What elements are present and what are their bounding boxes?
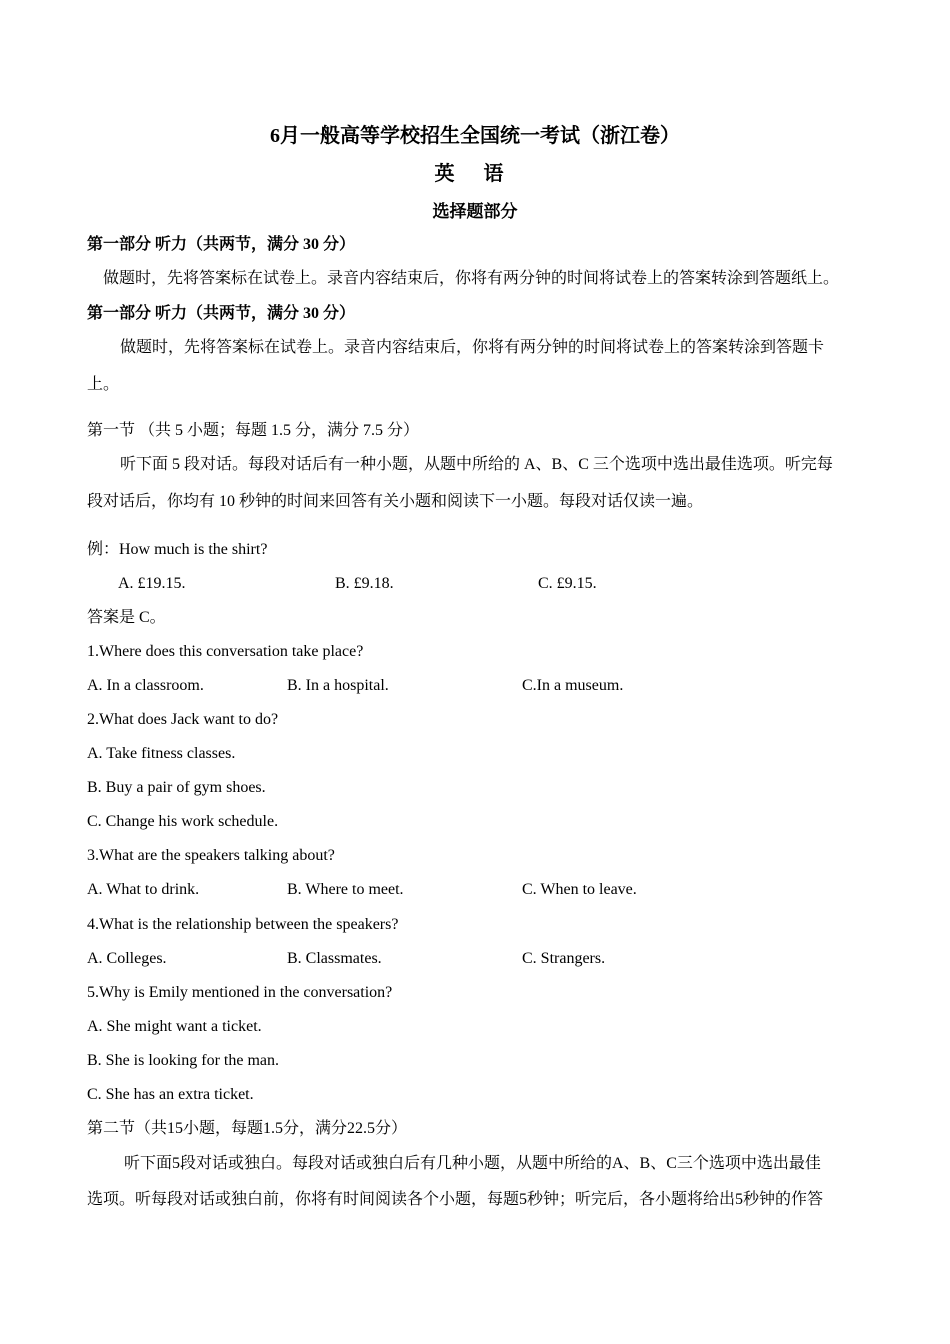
- exam-title: 6月一般高等学校招生全国统一考试（浙江卷）: [270, 125, 680, 147]
- question-5-option-c: C. She has an extra ticket.: [87, 1086, 254, 1103]
- question-4-option-a: A. Colleges.: [87, 950, 167, 967]
- question-5: 5.Why is Emily mentioned in the conversation?: [87, 984, 393, 1001]
- part1-instruction-repeat-line2: 上。: [87, 376, 120, 393]
- part1-heading: 第一部分 听力（共两节，满分 30 分）: [87, 236, 356, 253]
- subject-title: 英 语: [434, 163, 516, 185]
- example-answer: 答案是 C。: [87, 609, 166, 626]
- question-5-option-a: A. She might want a ticket.: [87, 1018, 262, 1035]
- section2-instruction-line1: 听下面5段对话或独白。每段对话或独白后有几种小题，从题中所给的A、B、C三个选项中选出最佳: [124, 1155, 821, 1172]
- section1-instruction-line2: 段对话后，你均有 10 秒钟的时间来回答有关小题和阅读下一小题。每段对话仅读一遍。: [87, 493, 704, 510]
- question-4-option-c: C. Strangers.: [522, 950, 606, 967]
- section1-instruction-line1: 听下面 5 段对话。每段对话后有一种小题，从题中所给的 A、B、C 三个选项中选出最佳选项。听完每: [120, 456, 833, 473]
- question-3-option-a: A. What to drink.: [87, 881, 200, 898]
- part1-instruction-repeat-line1: 做题时，先将答案标在试卷上。录音内容结束后，你将有两分钟的时间将试卷上的答案转涂到答题卡: [120, 339, 825, 356]
- section2-heading: 第二节（共15小题，每题1.5分，满分22.5分）: [87, 1120, 408, 1137]
- question-4: 4.What is the relationship between the speakers?: [87, 916, 399, 933]
- question-3-option-c: C. When to leave.: [522, 881, 637, 898]
- part1-heading-repeat: 第一部分 听力（共两节，满分 30 分）: [87, 305, 356, 322]
- example-question: 例：How much is the shirt?: [87, 541, 268, 558]
- question-4-option-b: B. Classmates.: [287, 950, 382, 967]
- question-1-option-c: C.In a museum.: [522, 677, 624, 694]
- example-option-a: A. £19.15.: [118, 575, 186, 592]
- question-3-option-b: B. Where to meet.: [287, 881, 404, 898]
- question-1: 1.Where does this conversation take place?: [87, 643, 364, 660]
- question-3: 3.What are the speakers talking about?: [87, 847, 335, 864]
- question-2-option-a: A. Take fitness classes.: [87, 745, 236, 762]
- question-2-option-c: C. Change his work schedule.: [87, 813, 279, 830]
- question-1-option-b: B. In a hospital.: [287, 677, 389, 694]
- part1-instruction: 做题时，先将答案标在试卷上。录音内容结束后，你将有两分钟的时间将试卷上的答案转涂到答题纸上。: [103, 270, 840, 287]
- question-2: 2.What does Jack want to do?: [87, 711, 279, 728]
- question-1-option-a: A. In a classroom.: [87, 677, 204, 694]
- section1-heading: 第一节 （共 5 小题；每题 1.5 分，满分 7.5 分）: [87, 422, 420, 439]
- question-2-option-b: B. Buy a pair of gym shoes.: [87, 779, 266, 796]
- section-subtitle: 选择题部分: [432, 202, 518, 221]
- question-5-option-b: B. She is looking for the man.: [87, 1052, 279, 1069]
- example-option-b: B. £9.18.: [335, 575, 394, 592]
- section2-instruction-line2: 选项。听每段对话或独白前，你将有时间阅读各个小题，每题5秒钟；听完后，各小题将给出5秒钟的作答: [87, 1191, 824, 1208]
- example-option-c: C. £9.15.: [538, 575, 597, 592]
